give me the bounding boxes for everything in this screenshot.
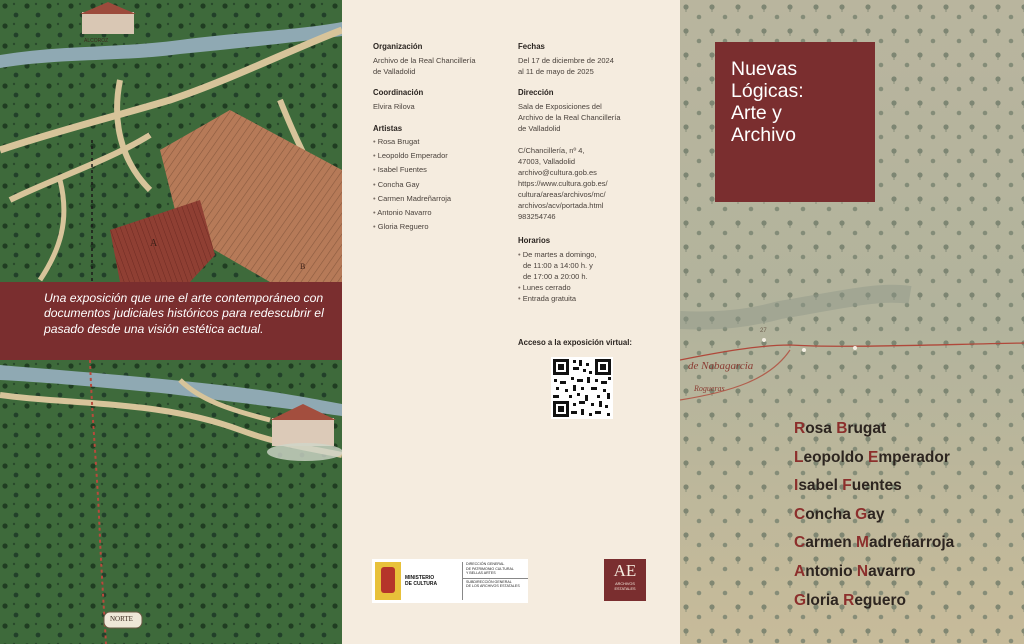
horario-item: • Entrada gratuita [518, 293, 576, 304]
dg-line-2: DE PATRIMONIO CULTURAL [466, 566, 514, 571]
ministerio-line-1: MINISTERIO [405, 575, 435, 581]
spain-coat-of-arms-icon [375, 562, 401, 600]
horario-item: • De martes a domingo, [518, 249, 597, 260]
title-line-4: Archivo [731, 124, 797, 146]
venue-line-1: Sala de Exposiciones del [518, 102, 602, 111]
ministerio-line-2: DE CULTURA [405, 581, 438, 587]
dg-line-1: DIRECCIÓN GENERAL [466, 562, 505, 566]
artista-item: • Concha Gay [373, 178, 451, 192]
email-link[interactable]: archivo@cultura.gob.es [518, 168, 597, 177]
qr-code[interactable] [551, 357, 613, 419]
ae-letters: AE [613, 561, 637, 580]
map-number: 27 [760, 328, 767, 334]
phone-number[interactable]: 983254746 [518, 212, 556, 221]
venue-line-3: de Valladolid [518, 124, 561, 133]
virtual-access-label: Acceso a la exposición virtual: [518, 338, 632, 347]
sg-line-2: DE LOS ARCHIVOS ESTATALES [466, 584, 520, 589]
title-box [715, 42, 875, 202]
web-link-line-3[interactable]: archivos/acv/portada.html [518, 201, 604, 210]
horario-continuation-2: de 17:00 a 20:00 h. [523, 272, 588, 281]
cover-artist: Leopoldo Emperador [794, 448, 950, 466]
horarios-list [518, 249, 597, 260]
cover-artist: Concha Gay [794, 505, 885, 523]
web-link-line-1[interactable]: https://www.cultura.gob.es/ [518, 179, 608, 188]
artista-item: • Antonio Navarro [373, 206, 451, 220]
venue-line-2: Archivo de la Real Chancillería [518, 113, 621, 122]
ministerio-cultura-logo [372, 559, 528, 603]
artistas-list [373, 135, 451, 234]
horarios-list-2 [518, 282, 576, 304]
fechas-line-1: Del 17 de diciembre de 2024 [518, 56, 614, 65]
qr-code-graphic [551, 357, 613, 419]
cover-artist: Gloria Reguero [794, 591, 906, 609]
direccion-heading: Dirección [518, 88, 554, 97]
artista-item: • Isabel Fuentes [373, 163, 451, 177]
cover-artist: Antonio Navarro [794, 562, 916, 580]
cover-artist: Rosa Brugat [794, 420, 887, 437]
sg-line-1: SUBDIRECCIÓN GENERAL [463, 578, 528, 585]
map-place-label-2: Rogueras [694, 384, 725, 393]
archivos-estatales-logo [604, 559, 646, 601]
map-label-village: ALCOROZ [84, 38, 109, 44]
cover-artists-list [794, 415, 954, 615]
map-place-label: de Nabagarcia [688, 360, 754, 372]
organizacion-line-2: de Valladolid [373, 67, 416, 76]
cover-artist: Isabel Fuentes [794, 477, 902, 495]
artista-item: • Gloria Reguero [373, 220, 451, 234]
title-line-3: Arte y [731, 102, 782, 124]
artista-item: • Rosa Brugat [373, 135, 451, 149]
map-plot-letter-a: A [150, 238, 158, 249]
organizacion-heading: Organización [373, 42, 423, 51]
organizacion-line-1: Archivo de la Real Chancillería [373, 56, 476, 65]
horario-item: • Lunes cerrado [518, 282, 576, 293]
cover-panel [680, 0, 1024, 644]
artista-item: • Carmen Madreñarroja [373, 192, 451, 206]
coordinacion-heading: Coordinación [373, 88, 424, 97]
coordinacion-value: Elvira Rilova [373, 102, 415, 111]
address-line-city: 47003, Valladolid [518, 157, 575, 166]
cover-artist: Carmen Madreñarroja [794, 534, 955, 552]
ae-line-1: ARCHIVOS [615, 582, 635, 586]
map-compass-label: NORTE [110, 615, 133, 623]
left-map-panel [0, 0, 342, 644]
horario-continuation-1: de 11:00 a 14:00 h. y [523, 261, 593, 270]
info-panel [342, 0, 680, 644]
tagline-text: Una exposición que une el arte contemporáneo con documentos judiciales históricos para redescubrir el pasado desde una visión estética actual. [44, 291, 324, 336]
fechas-heading: Fechas [518, 42, 545, 51]
ae-line-2: ESTATALES [614, 587, 636, 591]
map-plot-letter-b: B [300, 262, 306, 271]
title-line-2: Lógicas: [731, 80, 804, 102]
artistas-heading: Artistas [373, 124, 403, 133]
web-link-line-2[interactable]: cultura/areas/archivos/mc/ [518, 190, 606, 199]
dg-line-3: Y BELLAS ARTES [466, 571, 496, 576]
fechas-line-2: al 11 de mayo de 2025 [518, 67, 594, 76]
horarios-heading: Horarios [518, 236, 551, 245]
title-line-1: Nuevas [731, 58, 798, 80]
address-line-street: C/Chancillería, nº 4, [518, 146, 585, 155]
artista-item: • Leopoldo Emperador [373, 149, 451, 163]
